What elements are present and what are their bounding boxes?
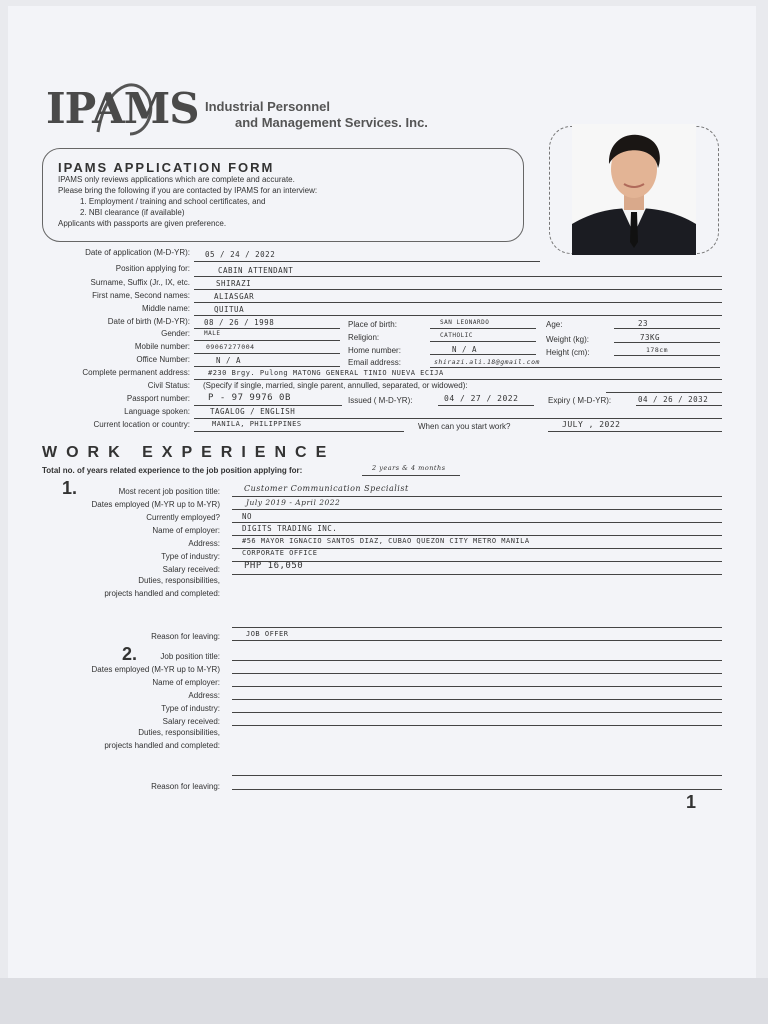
line-location [194, 431, 404, 432]
line-job1-industry [232, 561, 722, 562]
expiry-field[interactable]: 04 / 26 / 2032 [638, 395, 709, 404]
line-gender [194, 340, 340, 341]
label-first-name: First name, Second names: [92, 291, 190, 300]
label-office: Office Number: [136, 355, 190, 364]
height-field[interactable]: 178cm [646, 346, 669, 354]
line-date-application [194, 261, 540, 262]
line-job2-salary[interactable] [232, 725, 722, 726]
line-height [614, 355, 720, 356]
label-job1-industry: Type of industry: [161, 552, 220, 561]
job1-number: 1. [62, 478, 78, 498]
label-job2-salary: Salary received: [162, 717, 220, 726]
language-field[interactable]: TAGALOG / ENGLISH [210, 407, 296, 416]
place-birth-field[interactable]: SAN LEONARDO [440, 319, 490, 326]
line-weight [614, 342, 720, 343]
label-email: Email address: [348, 358, 401, 367]
label-job2-duties-1: Duties, responsibilities, [138, 728, 220, 737]
line-language [194, 418, 722, 419]
label-job2-duties-2: projects handled and completed: [104, 741, 220, 750]
page-number: 1 [686, 792, 697, 812]
label-job2-industry: Type of industry: [161, 704, 220, 713]
home-field[interactable]: N / A [452, 345, 478, 354]
line-job1-dates [232, 509, 722, 510]
label-job1-duties-2: projects handled and completed: [104, 589, 220, 598]
line-job1-reason [232, 640, 722, 641]
job1-address-field[interactable]: #56 MAYOR IGNACIO SANTOS DIAZ, CUBAO QUEZON CITY METRO MANILA [242, 537, 530, 545]
label-middle-name: Middle name: [141, 304, 190, 313]
label-job2-reason: Reason for leaving: [151, 782, 220, 791]
location-field[interactable]: MANILA, PHILIPPINES [212, 420, 302, 428]
job1-title-field[interactable]: Customer Communication Specialist [244, 484, 409, 493]
company-line-2: and Management Services. Inc. [235, 115, 428, 130]
passport-field[interactable]: P - 97 9976 0B [208, 393, 291, 403]
middle-name-field[interactable]: QUITUA [214, 305, 245, 314]
total-experience-field[interactable]: 2 years & 4 months [372, 464, 446, 472]
form-title: IPAMS APPLICATION FORM [58, 160, 275, 175]
line-passport [194, 405, 342, 406]
scan-bottom-strip [0, 978, 768, 1024]
label-job1-dates: Dates employed (M-YR up to M-YR) [91, 500, 220, 509]
weight-field[interactable]: 73KG [640, 333, 661, 342]
label-total-experience: Total no. of years related experience to the job position applying for: [42, 466, 303, 475]
label-job1-address: Address: [188, 539, 220, 548]
label-height: Height (cm): [546, 348, 590, 357]
line-surname [194, 289, 722, 290]
line-position [194, 276, 722, 277]
line-job2-dates[interactable] [232, 673, 722, 674]
job1-salary-field[interactable]: PHP 16,050 [244, 561, 304, 571]
applicant-photo [572, 124, 696, 255]
job1-current-field[interactable]: NO [242, 512, 253, 521]
line-email [430, 367, 720, 368]
line-job1-title [232, 496, 722, 497]
line-job1-current [232, 522, 722, 523]
label-religion: Religion: [348, 333, 380, 342]
line-start [548, 431, 722, 432]
religion-field[interactable]: CATHOLIC [440, 332, 473, 339]
start-field[interactable]: JULY , 2022 [562, 420, 621, 429]
label-place-birth: Place of birth: [348, 320, 397, 329]
applicant-portrait-icon [572, 124, 696, 255]
mobile-field[interactable]: 09067277004 [206, 343, 255, 351]
office-field[interactable]: N / A [216, 356, 242, 365]
line-expiry [636, 405, 722, 406]
line-job2-industry[interactable] [232, 712, 722, 713]
date-application-field[interactable]: 05 / 24 / 2022 [205, 250, 276, 259]
line-job1-duties[interactable] [232, 627, 722, 628]
first-name-field[interactable]: ALIASGAR [214, 292, 255, 301]
label-date-application: Date of application (M-D-YR): [85, 248, 190, 257]
line-office [194, 366, 340, 367]
line-place-birth [430, 328, 536, 329]
job1-dates-field[interactable]: July 2019 - April 2022 [246, 498, 341, 507]
civil-hint: (Specify if single, married, single parent, annulled, separated, or widowed): [203, 381, 468, 390]
line-total-experience [362, 475, 460, 476]
line-issued [438, 405, 534, 406]
email-field[interactable]: shirazi.ali.18@gmail.com [434, 358, 540, 366]
label-age: Age: [546, 320, 563, 329]
line-job2-title[interactable] [232, 660, 722, 661]
label-civil: Civil Status: [147, 381, 190, 390]
job1-employer-field[interactable]: DIGITS TRADING INC. [242, 524, 338, 533]
line-job2-address[interactable] [232, 699, 722, 700]
label-job2-dates: Dates employed (M-YR up to M-YR) [91, 665, 220, 674]
gender-field[interactable]: MALE [204, 330, 221, 337]
position-field[interactable]: CABIN ATTENDANT [218, 266, 294, 275]
label-job2-address: Address: [188, 691, 220, 700]
line-job2-employer[interactable] [232, 686, 722, 687]
info-item-2: 2. NBI clearance (if available) [80, 208, 185, 217]
label-mobile: Mobile number: [134, 342, 190, 351]
label-location: Current location or country: [93, 420, 190, 429]
label-job1-employer: Name of employer: [152, 526, 220, 535]
label-surname: Surname, Suffix (Jr., IX, etc. [90, 278, 190, 287]
label-issued: Issued ( M-D-YR): [348, 396, 413, 405]
company-line-1: Industrial Personnel [205, 99, 330, 114]
job1-reason-field[interactable]: JOB OFFER [246, 630, 289, 638]
company-name [205, 100, 515, 134]
label-language: Language spoken: [124, 407, 190, 416]
label-home: Home number: [348, 346, 401, 355]
info-line-2: Please bring the following if you are contacted by IPAMS for an interview: [58, 186, 318, 195]
label-job1-title: Most recent job position title: [118, 487, 220, 496]
label-expiry: Expiry ( M-D-YR): [548, 396, 612, 405]
age-field[interactable]: 23 [638, 319, 649, 328]
label-position: Position applying for: [115, 264, 190, 273]
label-job2-employer: Name of employer: [152, 678, 220, 687]
work-experience-heading: WORK EXPERIENCE [42, 444, 336, 461]
dob-field[interactable]: 08 / 26 / 1998 [204, 318, 275, 327]
label-address: Complete permanent address: [82, 368, 190, 377]
label-gender: Gender: [161, 329, 190, 338]
label-job2-title: Job position title: [160, 652, 220, 661]
label-job1-salary: Salary received: [162, 565, 220, 574]
surname-field[interactable]: SHIRAZI [216, 279, 252, 288]
info-line-3: Applicants with passports are given preference. [58, 219, 227, 228]
info-line-1: IPAMS only reviews applications which are complete and accurate. [58, 175, 295, 184]
job2-number: 2. [122, 644, 138, 664]
label-start: When can you start work? [418, 422, 511, 431]
line-religion [430, 341, 536, 342]
line-job2-duties[interactable] [232, 775, 722, 776]
ipams-logo: IPAMS [46, 84, 199, 133]
job1-industry-field[interactable]: CORPORATE OFFICE [242, 549, 318, 557]
line-dob [194, 328, 340, 329]
line-civil[interactable] [606, 392, 722, 393]
issued-field[interactable]: 04 / 27 / 2022 [444, 394, 519, 403]
label-passport: Passport number: [126, 394, 190, 403]
label-weight: Weight (kg): [546, 335, 589, 344]
line-middle-name [194, 315, 722, 316]
line-address [194, 379, 722, 380]
line-home [430, 354, 536, 355]
line-job1-employer [232, 535, 722, 536]
label-job1-duties-1: Duties, responsibilities, [138, 576, 220, 585]
label-dob: Date of birth (M-D-YR): [107, 317, 190, 326]
line-job2-reason[interactable] [232, 789, 722, 790]
label-job1-current: Currently employed? [146, 513, 220, 522]
line-job1-salary [232, 574, 722, 575]
line-mobile [194, 353, 340, 354]
line-first-name [194, 302, 722, 303]
address-field[interactable]: #230 Brgy. Pulong MATONG GENERAL TINIO NUEVA ECIJA [208, 369, 444, 377]
line-age [614, 328, 720, 329]
label-job1-reason: Reason for leaving: [151, 632, 220, 641]
info-item-1: 1. Employment / training and school certificates, and [80, 197, 266, 206]
